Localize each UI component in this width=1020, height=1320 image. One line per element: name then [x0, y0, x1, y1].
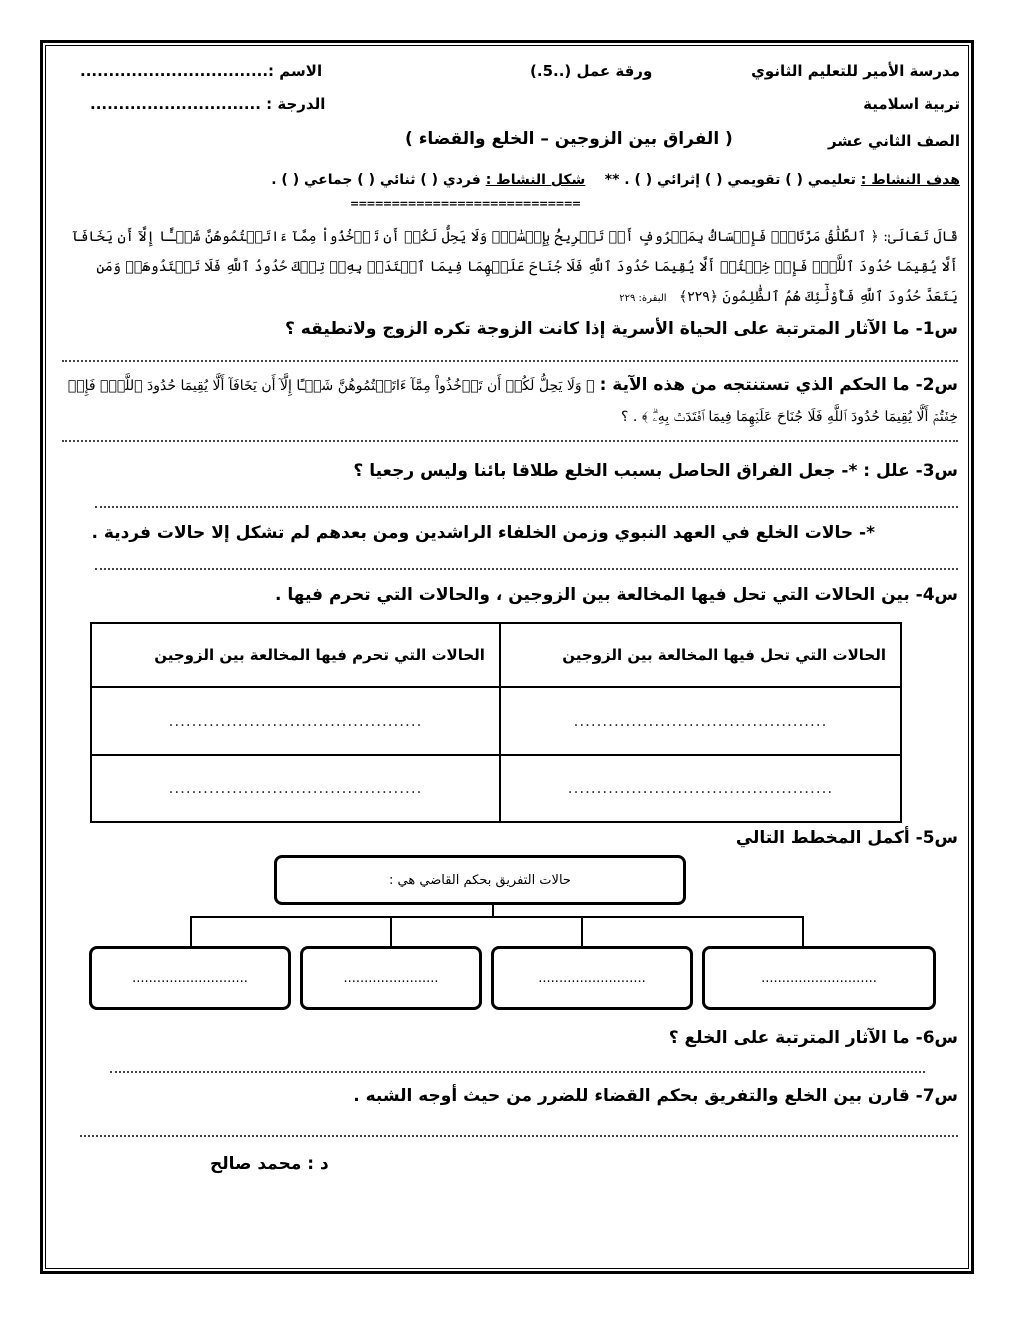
form-label: شكل النشاط : [485, 172, 586, 188]
diagram [62, 855, 958, 1015]
answer-line-1[interactable] [62, 360, 958, 362]
question-6: س6- ما الآثار المترتبة على الخلع ؟ [668, 1028, 958, 1048]
verse-block [62, 222, 958, 314]
grade-field[interactable]: الدرجة : .............................. [90, 95, 326, 113]
table-cell[interactable]: ............................................ [91, 755, 500, 823]
question-3b: *- حالات الخلع في العهد النبوي وزمن الخلفاء الراشدين ومن بعدهم لم تشكل إلا حالات فردية . [91, 523, 875, 543]
answer-line-6[interactable] [110, 1071, 925, 1073]
answer-line-3b[interactable] [95, 568, 958, 570]
diagram-child-box[interactable]: ....................... [300, 946, 482, 1010]
cases-table [90, 622, 902, 823]
diagram-child-box[interactable]: ............................ [702, 946, 936, 1010]
lesson-title: ( الفراق بين الزوجين – الخلع والقضاء ) [405, 129, 733, 149]
verse-reference: البقرة: ٢٢٩ [619, 293, 667, 304]
diagram-root-box: حالات التفريق بحكم القاضي هي : [274, 855, 686, 905]
table-cell[interactable]: ............................................ [91, 687, 500, 755]
diagram-child-box[interactable]: ............................ [89, 946, 291, 1010]
verse-line-2: فَإِنۡ خِفۡتُمۡ أَلَّا يُقِيمَا حُدُودَ ٱللَّهِ فَلَا جُنَاحَ عَلَيۡهِمَا فِيمَا ٱفۡتَدَتۡ بِهِۦۗ تِلۡكَ حُدُودُ ٱللَّهِ فَلَا تَعۡتَدُوهَاۚ وَمَن يَتَعَدَّ حُدُودَ ٱللَّهِ فَأُوْلَٰٓئِكَ هُمُ ٱلظَّٰلِمُونَ ﴿٢٢٩﴾ [96, 259, 958, 305]
goal-options: تعليمي ( ) تقويمي ( ) إثرائي ( ) . ** [604, 172, 856, 188]
form-options: فردي ( ) ثنائي ( ) جماعي ( ) . [271, 172, 481, 188]
table-header-allowed: الحالات التي تحل فيها المخالعة بين الزوجين [500, 623, 901, 687]
goal-label: هدف النشاط : [860, 172, 960, 188]
activity-line [60, 170, 960, 190]
answer-line-3a[interactable] [95, 506, 958, 508]
table-cell[interactable]: .............................................. [500, 755, 901, 823]
question-2 [62, 370, 958, 432]
question-3: س3- علل : *- جعل الفراق الحاصل بسبب الخلع طلاقا بائنا وليس رجعيا ؟ [353, 461, 958, 481]
question-1: س1- ما الآثار المترتبة على الحياة الأسرية إذا كانت الزوجة تكره الزوج ولاتطيقه ؟ [285, 319, 958, 339]
answer-line-2[interactable] [62, 440, 958, 442]
worksheet-number: ورقة عمل (..5.) [530, 62, 653, 80]
teacher-signature: د : محمد صالح [210, 1154, 329, 1174]
school-name: مدرسة الأمير للتعليم الثانوي [751, 62, 960, 80]
student-name-field[interactable]: الاسم :................................. [80, 62, 323, 80]
connector [190, 916, 192, 946]
verse-line-1: قَالَ تَعَالَىٰ: ﴿ ٱلطَّلَٰقُ مَرَّتَانِۖ فَإِمۡسَاكُۢ بِمَعۡرُوفٍ أَوۡ تَسۡرِيحُۢ بِإِحۡسَٰنٖۗ وَلَا يَحِلُّ لَكُمۡ أَن تَأۡخُذُواْ مِمَّآ ءَاتَيۡتُمُوهُنَّ شَيۡـًٔا إِلَّآ أَن يَخَافَآ أَلَّا يُقِيمَا حُدُودَ ٱللَّهِۖ [72, 229, 958, 275]
table-cell[interactable]: ............................................ [500, 687, 901, 755]
question-7: س7- قارن بين الخلع والتفريق بحكم القضاء للضرر من حيث أوجه الشبه . [353, 1086, 958, 1106]
separator: ============================ [350, 197, 581, 210]
class-level: الصف الثاني عشر [827, 132, 960, 150]
connector [802, 916, 804, 946]
worksheet-body [62, 222, 958, 1177]
question-4: س4- بين الحالات التي تحل فيها المخالعة بين الزوجين ، والحالات التي تحرم فيها . [274, 585, 958, 605]
connector [190, 916, 804, 918]
diagram-child-box[interactable]: .......................... [491, 946, 693, 1010]
question-2-verse: ﴿ وَلَا يَحِلُّ لَكُمۡ أَن تَأۡخُذُواْ مِمَّآ ءَاتَيۡتُمُوهُنَّ شَيۡـًٔا إِلَّآ أَن يَخَافَآ أَلَّا يُقِيمَا حُدُودَ ٱللَّهِۖ فَإِنۡ [67, 378, 595, 394]
table-header-forbidden: الحالات التي تحرم فيها المخالعة بين الزوجين [91, 623, 500, 687]
connector [390, 916, 392, 946]
answer-line-7[interactable] [80, 1135, 958, 1137]
connector [581, 916, 583, 946]
question-2-text: س2- ما الحكم الذي تستنتجه من هذه الآية : [599, 375, 958, 395]
question-5: س5- أكمل المخطط التالي [735, 828, 958, 848]
question-2-verse-cont: خِفۡتُمۡ أَلَّا يُقِيمَا حُدُودَ ٱللَّهِ فَلَا جُنَاحَ عَلَيۡهِمَا فِيمَا ٱفۡتَدَتۡ بِهِۦۗ ﴾ . ؟ [621, 409, 958, 425]
subject: تربية اسلامية [863, 95, 960, 113]
